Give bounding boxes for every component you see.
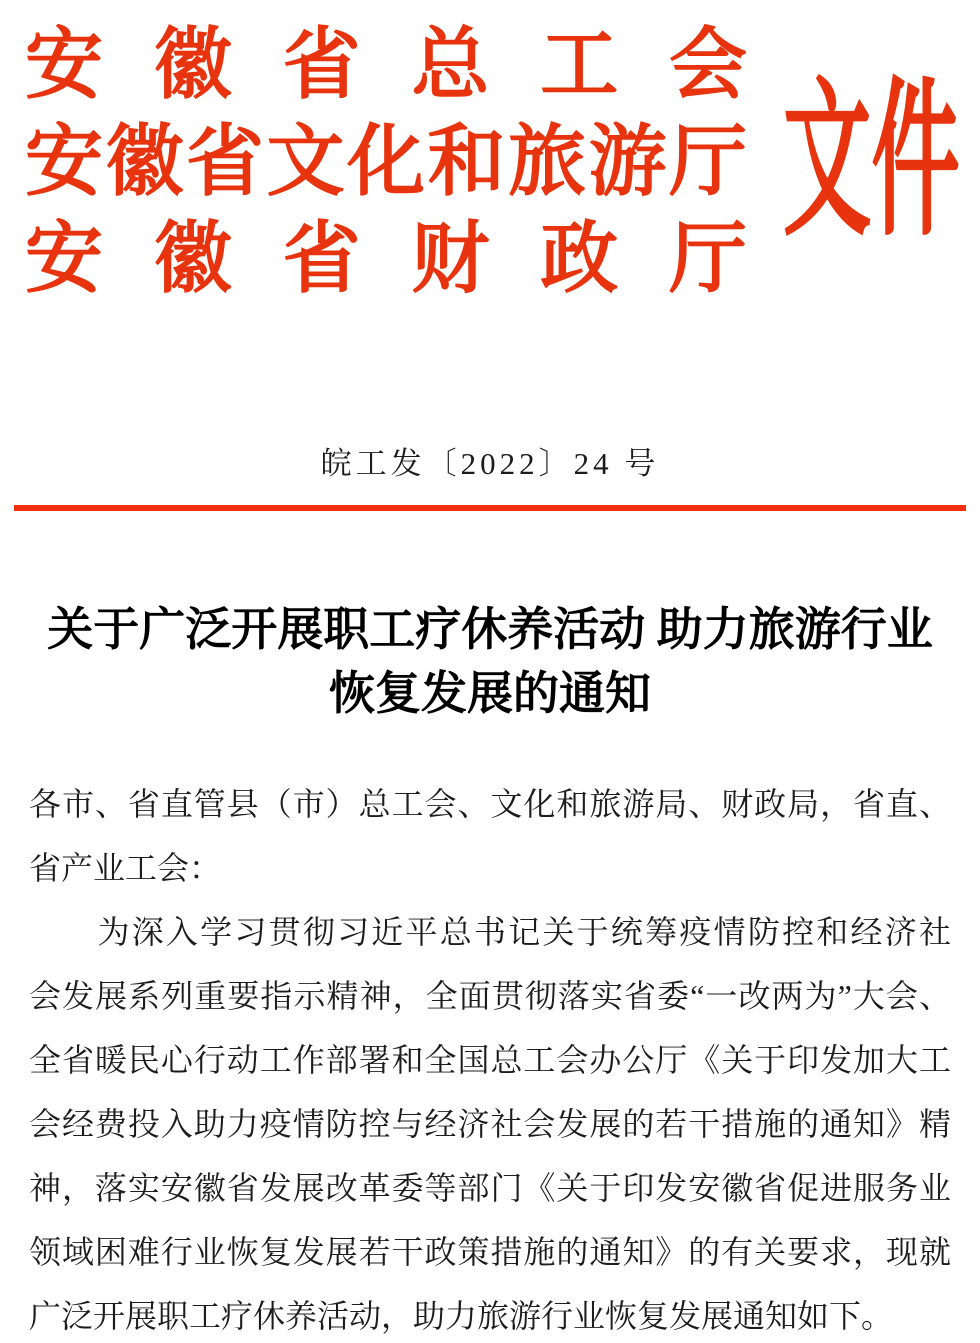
document-mark: 文件 bbox=[783, 68, 960, 256]
body-line: 全省暖民心行动工作部署和全国总工会办公厅《关于印发加大工 bbox=[29, 1042, 951, 1078]
body-line-last: 广泛开展职工疗休养活动，助力旅游行业恢复发展通知如下。 bbox=[29, 1298, 894, 1334]
document-title-line2: 恢复发展的通知 bbox=[329, 668, 651, 719]
red-separator-rule bbox=[14, 505, 966, 511]
body-line: 会经费投入助力疫情防控与经济社会发展的若干措施的通知》精 bbox=[29, 1106, 951, 1142]
body-line: 领域困难行业恢复发展若干政策措施的通知》的有关要求，现就 bbox=[29, 1234, 951, 1270]
document-title bbox=[0, 598, 980, 726]
body-line: 会发展系列重要指示精神，全面贯彻落实省委“一改两为”大会、 bbox=[29, 978, 951, 1014]
org-name-federation-of-trade-unions: 安徽省总工会 bbox=[25, 21, 747, 108]
body-line-salutation-end: 省产业工会： bbox=[29, 850, 222, 886]
letterhead bbox=[25, 16, 747, 307]
body-line-salutation: 各市、省直管县（市）总工会、文化和旅游局、财政局，省直、 bbox=[29, 786, 951, 822]
document-body bbox=[29, 772, 951, 1343]
org-name-finance-department: 安徽省财政厅 bbox=[25, 215, 747, 302]
document-number: 皖工发〔2022〕24 号 bbox=[320, 446, 660, 481]
body-line: 神，落实安徽省发展改革委等部门《关于印发安徽省促进服务业 bbox=[29, 1170, 951, 1206]
org-name-culture-tourism-department: 安徽省文化和旅游厅 bbox=[25, 118, 747, 205]
document-title-line1: 关于广泛开展职工疗休养活动 助力旅游行业 bbox=[47, 604, 933, 655]
body-line: 为深入学习贯彻习近平总书记关于统筹疫情防控和经济社 bbox=[29, 914, 951, 950]
